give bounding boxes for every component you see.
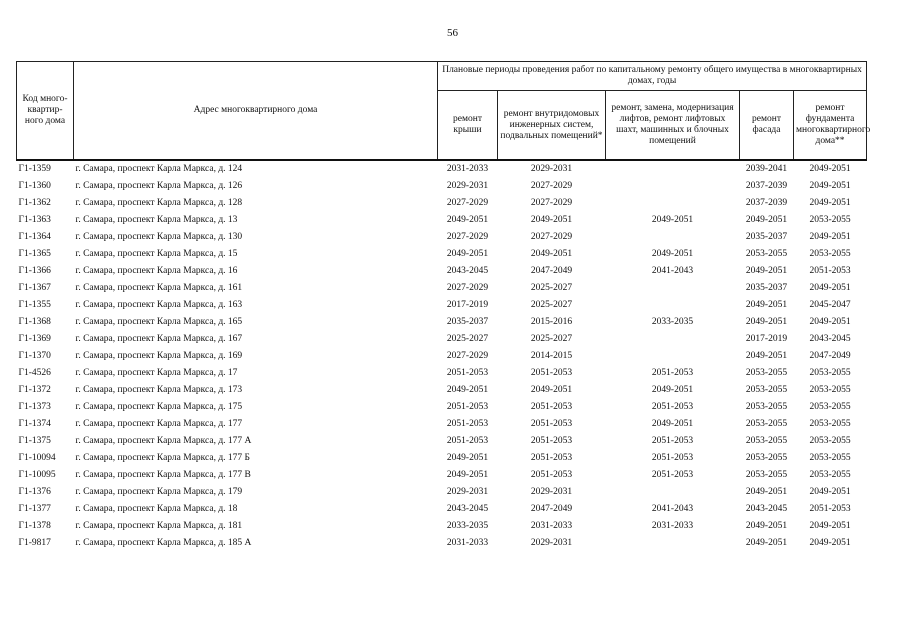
table-row (17, 348, 867, 365)
cell-building-code: Г1-1363 (18, 215, 51, 225)
cell-engineering-period: 2029-2031 (530, 538, 573, 548)
cell-building-code: Г1-1373 (18, 402, 51, 412)
cell-facade-period: 2053-2055 (745, 470, 788, 480)
cell-lift-period: 2049-2051 (651, 215, 694, 225)
cell-foundation-period: 2049-2051 (809, 181, 851, 191)
cell-building-code: Г1-1360 (18, 181, 51, 191)
cell-roof-period: 2027-2029 (446, 232, 489, 242)
cell-engineering-period: 2015-2016 (530, 317, 573, 327)
table-row (17, 297, 867, 314)
table-row (17, 314, 867, 331)
cell-facade-period: 2049-2051 (745, 300, 788, 310)
cell-facade-period: 2053-2055 (745, 419, 788, 429)
cell-roof-period: 2027-2029 (446, 351, 489, 361)
cell-building-code: Г1-1364 (18, 232, 51, 242)
cell-roof-period: 2049-2051 (446, 249, 489, 259)
table-row (17, 246, 867, 263)
cell-foundation-period: 2049-2051 (809, 317, 851, 327)
cell-lift-period: 2051-2053 (651, 470, 694, 480)
cell-address: г. Самара, проспект Карла Маркса, д. 173 (75, 385, 243, 395)
cell-lift-period (606, 484, 740, 501)
cell-building-code: Г1-1359 (18, 164, 51, 174)
table-row (17, 280, 867, 297)
cell-engineering-period: 2025-2027 (530, 300, 573, 310)
cell-facade-period: 2049-2051 (745, 317, 788, 327)
cell-address: г. Самара, проспект Карла Маркса, д. 17 (75, 368, 238, 378)
cell-facade-period: 2049-2051 (745, 266, 788, 276)
table-row (17, 467, 867, 484)
cell-engineering-period: 2029-2031 (530, 487, 573, 497)
header-foundation-repair: ремонт фундамента многоквартирного дома** (794, 91, 867, 161)
cell-lift-period (606, 535, 740, 552)
cell-lift-period: 2049-2051 (651, 419, 694, 429)
cell-foundation-period: 2053-2055 (809, 419, 851, 429)
cell-lift-period: 2051-2053 (651, 436, 694, 446)
cell-address: г. Самара, проспект Карла Маркса, д. 128 (75, 198, 243, 208)
cell-building-code: Г1-1370 (18, 351, 51, 361)
header-lift-repair: ремонт, замена, модернизация лифтов, ремонт лифтовых шахт, машинных и блочных помещений (606, 91, 740, 161)
cell-lift-period (606, 297, 740, 314)
table-row (17, 178, 867, 195)
cell-building-code: Г1-1377 (18, 504, 51, 514)
cell-foundation-period: 2053-2055 (809, 215, 851, 225)
cell-foundation-period: 2053-2055 (809, 402, 851, 412)
cell-building-code: Г1-1367 (18, 283, 51, 293)
cell-building-code: Г1-1376 (18, 487, 51, 497)
cell-foundation-period: 2051-2053 (809, 504, 851, 514)
cell-lift-period (606, 280, 740, 297)
cell-building-code: Г1-1365 (18, 249, 51, 259)
table-row (17, 229, 867, 246)
cell-engineering-period: 2051-2053 (530, 419, 573, 429)
cell-engineering-period: 2051-2053 (530, 402, 573, 412)
cell-foundation-period: 2049-2051 (809, 538, 851, 548)
cell-foundation-period: 2053-2055 (809, 453, 851, 463)
cell-address: г. Самара, проспект Карла Маркса, д. 163 (75, 300, 243, 310)
page-number: 56 (447, 27, 458, 39)
cell-facade-period: 2035-2037 (745, 232, 788, 242)
cell-address: г. Самара, проспект Карла Маркса, д. 124 (75, 164, 243, 174)
header-engineering-repair: ремонт внутридомовых инженерных систем, подвальных помещений* (498, 91, 606, 161)
cell-building-code: Г1-1369 (18, 334, 51, 344)
cell-facade-period: 2049-2051 (745, 351, 788, 361)
cell-foundation-period: 2045-2047 (809, 300, 851, 310)
cell-roof-period: 2033-2035 (446, 521, 489, 531)
cell-lift-period (606, 195, 740, 212)
cell-roof-period: 2027-2029 (446, 283, 489, 293)
cell-roof-period: 2043-2045 (446, 266, 489, 276)
cell-foundation-period: 2053-2055 (809, 385, 851, 395)
cell-facade-period: 2037-2039 (745, 181, 788, 191)
cell-address: г. Самара, проспект Карла Маркса, д. 177 В (75, 470, 251, 480)
table-row (17, 382, 867, 399)
cell-foundation-period: 2043-2045 (809, 334, 851, 344)
cell-roof-period: 2049-2051 (446, 385, 489, 395)
cell-address: г. Самара, проспект Карла Маркса, д. 16 (75, 266, 238, 276)
cell-address: г. Самара, проспект Карла Маркса, д. 13 (75, 215, 238, 225)
cell-foundation-period: 2049-2051 (809, 164, 851, 174)
cell-address: г. Самара, проспект Карла Маркса, д. 181 (75, 521, 243, 531)
cell-engineering-period: 2049-2051 (530, 249, 573, 259)
cell-roof-period: 2031-2033 (446, 538, 489, 548)
cell-lift-period: 2051-2053 (651, 368, 694, 378)
cell-address: г. Самара, проспект Карла Маркса, д. 161 (75, 283, 243, 293)
cell-lift-period: 2049-2051 (651, 385, 694, 395)
cell-engineering-period: 2047-2049 (530, 266, 573, 276)
cell-lift-period: 2049-2051 (651, 249, 694, 259)
cell-building-code: Г1-1374 (18, 419, 51, 429)
cell-address: г. Самара, проспект Карла Маркса, д. 15 (75, 249, 238, 259)
cell-roof-period: 2051-2053 (446, 368, 489, 378)
cell-lift-period (606, 160, 740, 178)
cell-address: г. Самара, проспект Карла Маркса, д. 18 (75, 504, 238, 514)
cell-address: г. Самара, проспект Карла Маркса, д. 177 (75, 419, 243, 429)
repair-schedule-table (16, 61, 871, 552)
cell-engineering-period: 2027-2029 (530, 198, 573, 208)
cell-building-code: Г1-1366 (18, 266, 51, 276)
cell-roof-period: 2051-2053 (446, 419, 489, 429)
cell-address: г. Самара, проспект Карла Маркса, д. 167 (75, 334, 243, 344)
cell-lift-period: 2051-2053 (651, 453, 694, 463)
cell-facade-period: 2053-2055 (745, 385, 788, 395)
table-header (17, 62, 871, 161)
table-row (17, 331, 867, 348)
table-row (17, 433, 867, 450)
cell-engineering-period: 2051-2053 (530, 368, 573, 378)
cell-address: г. Самара, проспект Карла Маркса, д. 126 (75, 181, 243, 191)
header-address: Адрес многоквартирного дома (74, 62, 438, 161)
cell-building-code: Г1-1355 (18, 300, 51, 310)
table-row (17, 501, 867, 518)
table-row (17, 212, 867, 229)
header-planned-periods: Плановые периоды проведения работ по капитальному ремонту общего имущества в многоквартирных домах, годы (438, 62, 867, 91)
cell-building-code: Г1-10095 (18, 470, 56, 480)
cell-lift-period (606, 229, 740, 246)
cell-building-code: Г1-1378 (18, 521, 51, 531)
header-building-code: Код много-квартир-ного дома (17, 62, 74, 161)
cell-foundation-period: 2049-2051 (809, 487, 851, 497)
cell-engineering-period: 2051-2053 (530, 453, 573, 463)
cell-roof-period: 2049-2051 (446, 470, 489, 480)
cell-foundation-period: 2047-2049 (809, 351, 851, 361)
cell-foundation-period: 2049-2051 (809, 198, 851, 208)
cell-building-code: Г1-10094 (18, 453, 56, 463)
cell-foundation-period: 2053-2055 (809, 249, 851, 259)
cell-engineering-period: 2014-2015 (530, 351, 573, 361)
cell-facade-period: 2035-2037 (745, 283, 788, 293)
cell-address: г. Самара, проспект Карла Маркса, д. 169 (75, 351, 243, 361)
cell-foundation-period: 2049-2051 (809, 283, 851, 293)
cell-facade-period: 2053-2055 (745, 249, 788, 259)
cell-engineering-period: 2049-2051 (530, 215, 573, 225)
cell-engineering-period: 2031-2033 (530, 521, 573, 531)
table-row (17, 263, 867, 280)
cell-facade-period: 2049-2051 (745, 538, 788, 548)
cell-facade-period: 2039-2041 (745, 164, 788, 174)
cell-roof-period: 2017-2019 (446, 300, 489, 310)
cell-lift-period: 2041-2043 (651, 504, 694, 514)
cell-foundation-period: 2053-2055 (809, 368, 851, 378)
cell-roof-period: 2051-2053 (446, 436, 489, 446)
cell-address: г. Самара, проспект Карла Маркса, д. 177 Б (75, 453, 251, 463)
cell-facade-period: 2049-2051 (745, 215, 788, 225)
table-row (17, 518, 867, 535)
cell-engineering-period: 2047-2049 (530, 504, 573, 514)
cell-lift-period: 2051-2053 (651, 402, 694, 412)
cell-facade-period: 2043-2045 (745, 504, 788, 514)
cell-foundation-period: 2049-2051 (809, 521, 851, 531)
cell-roof-period: 2029-2031 (446, 181, 489, 191)
table-row (17, 484, 867, 501)
header-roof-repair: ремонт крыши (438, 91, 498, 161)
cell-building-code: Г1-1372 (18, 385, 51, 395)
cell-engineering-period: 2025-2027 (530, 334, 573, 344)
table-row (17, 450, 867, 467)
cell-roof-period: 2051-2053 (446, 402, 489, 412)
cell-engineering-period: 2025-2027 (530, 283, 573, 293)
cell-engineering-period: 2049-2051 (530, 385, 573, 395)
cell-address: г. Самара, проспект Карла Маркса, д. 175 (75, 402, 243, 412)
cell-address: г. Самара, проспект Карла Маркса, д. 185 А (75, 538, 252, 548)
table-body (17, 160, 867, 552)
cell-foundation-period: 2053-2055 (809, 436, 851, 446)
cell-facade-period: 2037-2039 (745, 198, 788, 208)
cell-roof-period: 2029-2031 (446, 487, 489, 497)
cell-address: г. Самара, проспект Карла Маркса, д. 177 А (75, 436, 252, 446)
cell-facade-period: 2017-2019 (745, 334, 788, 344)
cell-lift-period: 2031-2033 (651, 521, 694, 531)
cell-lift-period (606, 348, 740, 365)
cell-roof-period: 2043-2045 (446, 504, 489, 514)
cell-building-code: Г1-1375 (18, 436, 51, 446)
cell-roof-period: 2035-2037 (446, 317, 489, 327)
table-row (17, 195, 867, 212)
table-row (17, 535, 867, 552)
cell-building-code: Г1-9817 (18, 538, 51, 548)
header-facade-repair: ремонт фасада (740, 91, 794, 161)
cell-building-code: Г1-1368 (18, 317, 51, 327)
cell-address: г. Самара, проспект Карла Маркса, д. 130 (75, 232, 243, 242)
cell-facade-period: 2053-2055 (745, 453, 788, 463)
cell-roof-period: 2031-2033 (446, 164, 489, 174)
table-row (17, 399, 867, 416)
cell-lift-period (606, 178, 740, 195)
table-row (17, 365, 867, 382)
cell-engineering-period: 2051-2053 (530, 470, 573, 480)
table-row (17, 416, 867, 433)
cell-lift-period: 2041-2043 (651, 266, 694, 276)
cell-engineering-period: 2027-2029 (530, 181, 573, 191)
cell-engineering-period: 2051-2053 (530, 436, 573, 446)
cell-engineering-period: 2027-2029 (530, 232, 573, 242)
cell-building-code: Г1-4526 (18, 368, 51, 378)
cell-building-code: Г1-1362 (18, 198, 51, 208)
cell-roof-period: 2049-2051 (446, 453, 489, 463)
cell-facade-period: 2053-2055 (745, 402, 788, 412)
cell-address: г. Самара, проспект Карла Маркса, д. 165 (75, 317, 243, 327)
cell-roof-period: 2027-2029 (446, 198, 489, 208)
cell-lift-period: 2033-2035 (651, 317, 694, 327)
cell-foundation-period: 2049-2051 (809, 232, 851, 242)
table-row (17, 160, 867, 178)
cell-engineering-period: 2029-2031 (530, 164, 573, 174)
cell-lift-period (606, 331, 740, 348)
cell-roof-period: 2025-2027 (446, 334, 489, 344)
cell-facade-period: 2053-2055 (745, 436, 788, 446)
cell-facade-period: 2049-2051 (745, 487, 788, 497)
cell-facade-period: 2053-2055 (745, 368, 788, 378)
cell-address: г. Самара, проспект Карла Маркса, д. 179 (75, 487, 243, 497)
cell-foundation-period: 2053-2055 (809, 470, 851, 480)
cell-facade-period: 2049-2051 (745, 521, 788, 531)
cell-foundation-period: 2051-2053 (809, 266, 851, 276)
cell-roof-period: 2049-2051 (446, 215, 489, 225)
